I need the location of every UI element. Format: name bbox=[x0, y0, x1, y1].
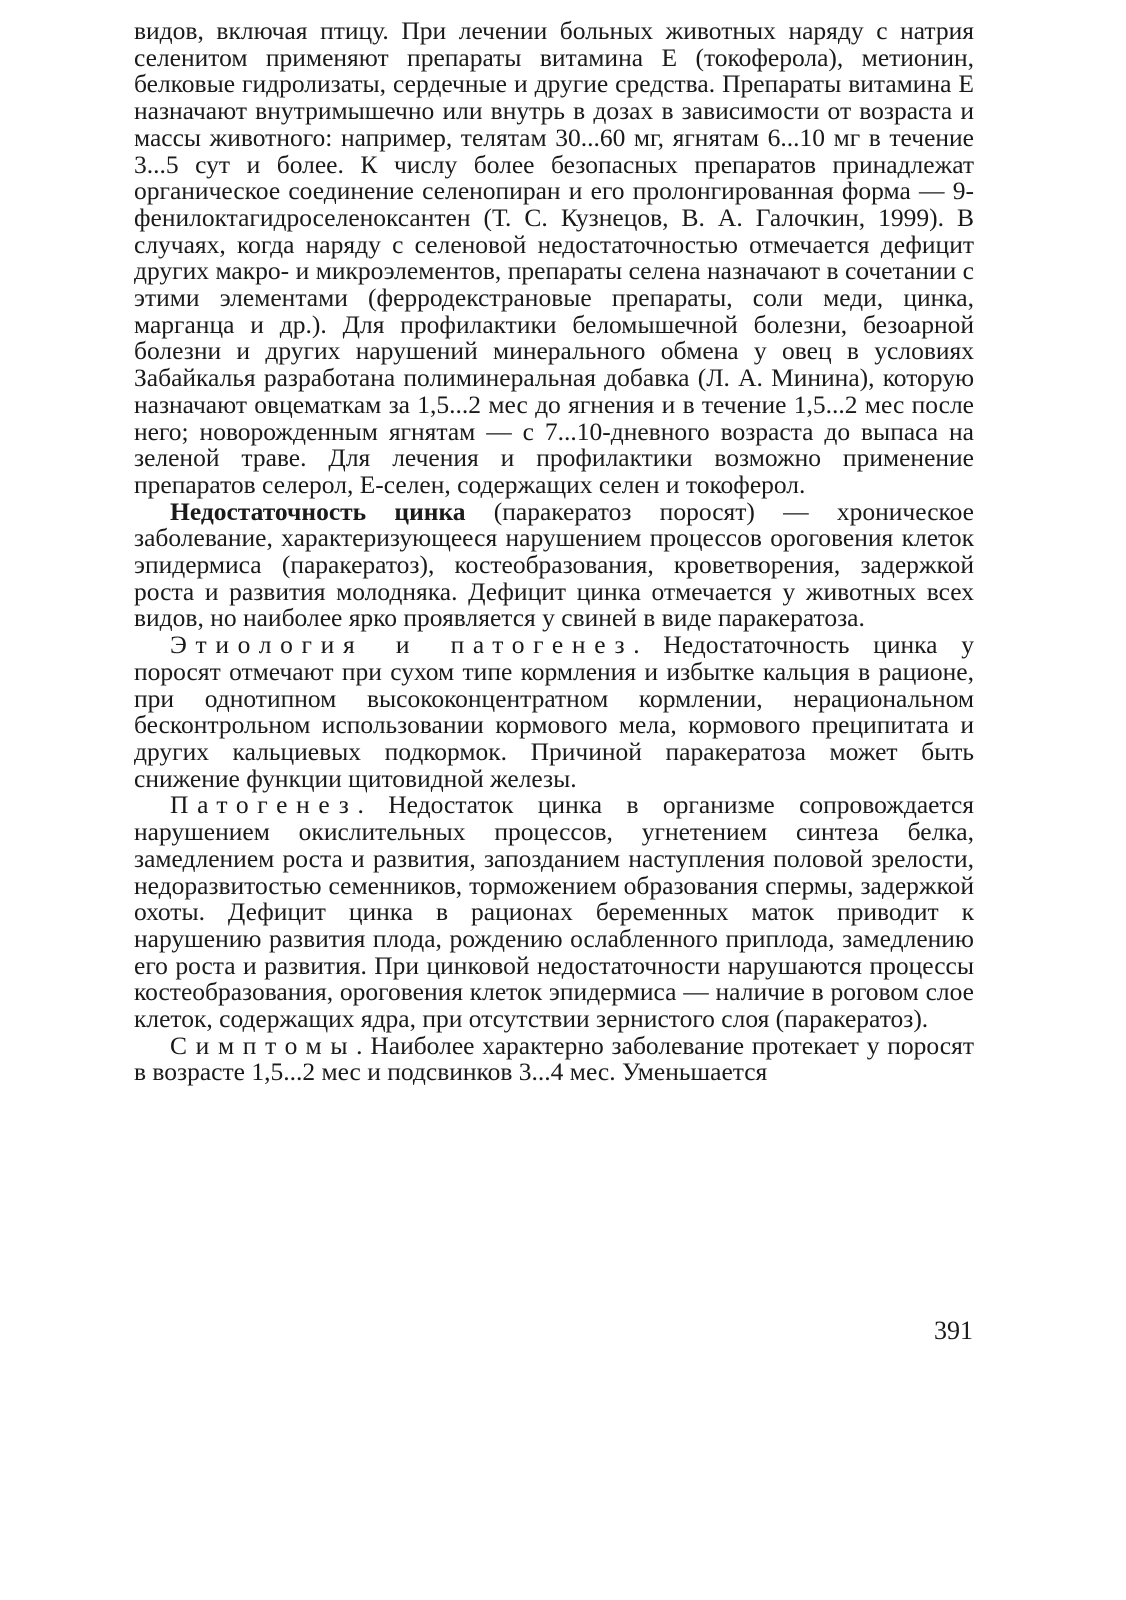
intro-paragraph: видов, включая птицу. При лечении больных животных наряду с натрия селенитом применяют препараты витамина E (токоферола), метионин, белковые гидролизаты, сердечные и другие средства. Препараты витамина E назначают внутримышечно или внутрь в дозах в зависимости от возраста и массы животного: например, телятам 30...60 мг, ягнятам 6...10 мг в течение 3...5 сут и более. К числу более безопасных препаратов принадлежат органическое соединение селенопиран и его пролонгированная форма — 9-фенилоктагидроселеноксантен (Т. С. Кузнецов, В. А. Галочкин, 1999). В случаях, когда наряду с селеновой недостаточностью отмечается дефицит других макро- и микроэлементов, препараты селена назначают в сочетании с этими элементами (ферродекстрановые препараты, соли меди, цинка, марганца и др.). Для профилактики беломышечной болезни, безоарной болезни и других нарушений минерального обмена у овец в условиях Забайкалья разработана полиминеральная добавка (Л. А. Минина), которую назначают овцематкам за 1,5...2 мес до ягнения и в течение 1,5...2 мес после него; новорожденным ягнятам — с 7...10-дневного возраста до выпаса на зеленой траве. Для лечения и профилактики возможно применение препаратов селерол, E-селен, содержащих селен и токоферол. bbox=[134, 16, 974, 499]
symptoms-text: . Наиболее характерно заболевание протекает у поросят в возрасте 1,5...2 мес и подсвинков 3...4 мес. Уменьшается bbox=[134, 1030, 974, 1087]
etiology-paragraph bbox=[134, 632, 974, 792]
symptoms-paragraph bbox=[134, 1030, 974, 1087]
pathogenesis-heading: Патогенез bbox=[170, 790, 358, 820]
page-body bbox=[134, 18, 974, 1086]
zinc-heading: Недостаточность цинка bbox=[170, 496, 466, 526]
zinc-text: (паракератоз поросят) — хроническое заболевание, характеризующееся нарушением процессов ороговения клеток эпидермиса (паракератоз), костеобразования, кроветворения, задержкой роста и развития молодняка. Дефицит цинка отмечается у животных всех видов, но наиболее ярко проявляется у свиней в виде паракератоза. bbox=[134, 496, 974, 633]
etiology-text: . Недостаточность цинка у поросят отмечают при сухом типе кормления и избытке кальция в рационе, при однотипном высококонцентратном кормлении, нерациональном бесконтрольном использовании кормового мела, кормового преципитата и других кальциевых подкормок. Причиной паракератоза может быть снижение функции щитовидной железы. bbox=[134, 630, 974, 793]
etiology-heading: Этиология и патогенез bbox=[170, 630, 634, 660]
pathogenesis-text: . Недостаток цинка в организме сопровождается нарушением окислительных процессов, угнетением синтеза белка, замедлением роста и развития, запозданием наступления половой зрелости, недоразвитостью семенников, торможением образования спермы, задержкой охоты. Дефицит цинка в рационах беременных маток приводит к нарушению развития плода, рождению ослабленного приплода, замедлению его роста и развития. При цинковой недостаточности нарушаются процессы костеобразования, ороговения клеток эпидермиса — наличие в роговом слое клеток, содержащих ядра, при отсутствии зернистого слоя (паракератоз). bbox=[134, 790, 974, 1034]
page-number: 391 bbox=[934, 1316, 973, 1345]
symptoms-heading: Симптомы bbox=[170, 1030, 357, 1060]
zinc-paragraph bbox=[134, 496, 974, 633]
pathogenesis-paragraph bbox=[134, 792, 974, 1032]
